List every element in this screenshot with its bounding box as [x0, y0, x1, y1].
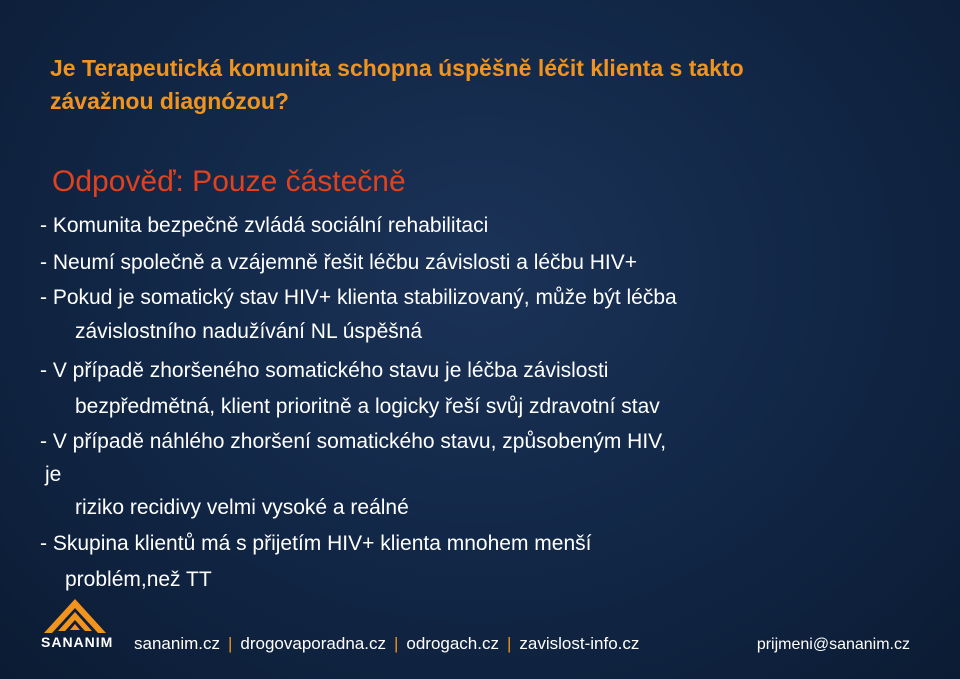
footer-email[interactable]: prijmeni@sananim.cz [756, 636, 910, 653]
heading-line-1: Je Terapeutická komunita schopna úspěšně léčit klienta s takto [50, 55, 744, 81]
bullet-line: - Komunita bezpečně zvládá sociální rehabilitaci [40, 214, 489, 237]
bullet-line: - Pokud je somatický stav HIV+ klienta stabilizovaný, může být léčba [40, 286, 677, 309]
site-link-odrogach[interactable]: odrogach.cz [406, 634, 499, 653]
footer-separator: | [393, 634, 399, 653]
logo-text: SANANIM [41, 634, 114, 650]
bullet-line: - V případě zhoršeného somatického stavu je léčba závislosti [40, 359, 609, 382]
site-link-zavislost-info[interactable]: zavislost-info.cz [519, 634, 640, 653]
bullet-line: - Skupina klientů má s přijetím HIV+ klienta mnohem menší [40, 532, 592, 555]
site-link-drogovaporadna[interactable]: drogovaporadna.cz [240, 634, 386, 653]
heading-line-2: závažnou diagnózou? [50, 88, 289, 114]
bullet-line: riziko recidivy velmi vysoké a reálné [75, 496, 409, 519]
answer-title: Odpověď: Pouze částečně [52, 165, 406, 198]
bullet-line: závislostního nadužívání NL úspěšná [75, 320, 423, 343]
bullet-line: je [45, 463, 62, 486]
site-link-sananim[interactable]: sananim.cz [134, 634, 220, 653]
bullet-line: - V případě náhlého zhoršení somatického stavu, způsobeným HIV, [40, 430, 667, 453]
footer-separator: | [227, 634, 233, 653]
slide-heading [50, 52, 910, 118]
bullet-line: problém,než TT [65, 568, 212, 591]
footer-links [134, 634, 639, 654]
bullet-line: bezpředmětná, klient prioritně a logicky řeší svůj zdravotní stav [75, 395, 660, 418]
bullet-line: - Neumí společně a vzájemně řešit léčbu závislosti a léčbu HIV+ [40, 251, 638, 274]
footer-separator: | [507, 634, 512, 653]
